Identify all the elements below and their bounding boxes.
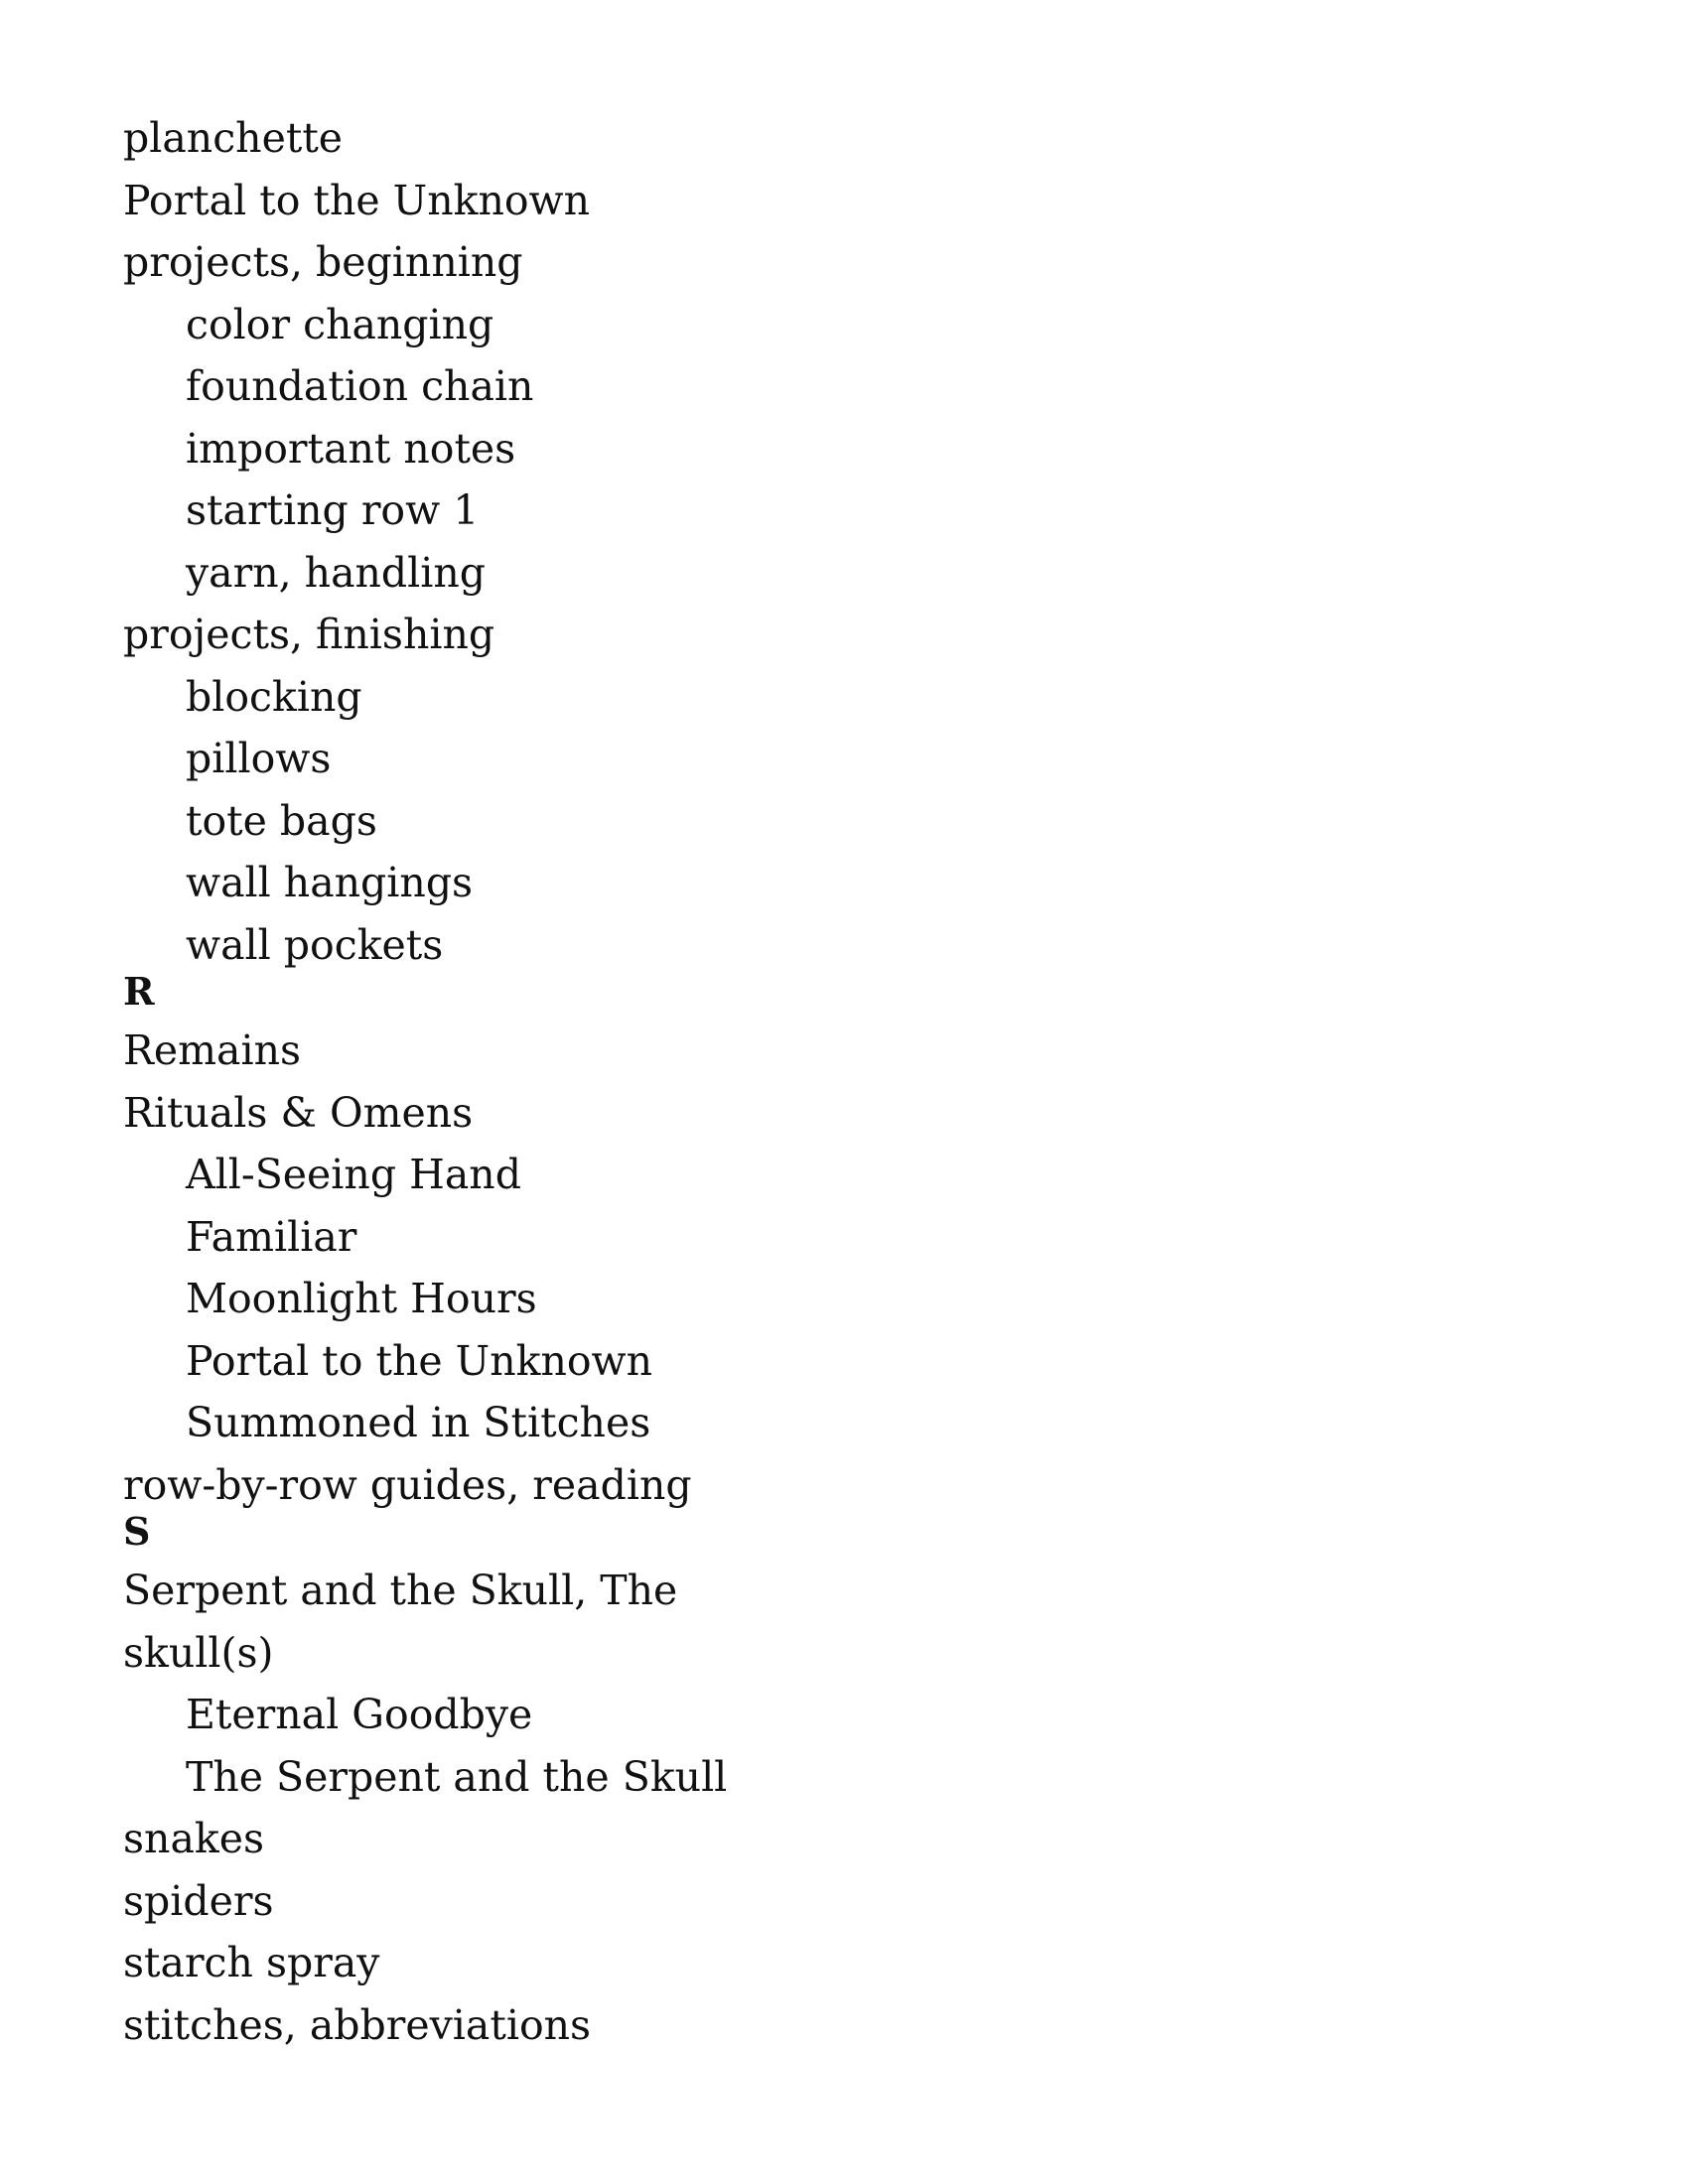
- index-subentry: Portal to the Unknown: [186, 1336, 653, 1385]
- index-subentry: Summoned in Stitches: [186, 1399, 651, 1446]
- index-entry: projects, finishing: [123, 611, 495, 658]
- index-entry: snakes: [123, 1815, 265, 1862]
- index-subentry: pillows: [186, 735, 332, 782]
- index-entry: Rituals & Omens: [123, 1088, 474, 1137]
- index-subentry: Eternal Goodbye: [186, 1691, 533, 1738]
- index-subentry: Moonlight Hours: [186, 1275, 537, 1322]
- index-entry: Serpent and the Skull, The: [123, 1567, 678, 1614]
- index-subentry: color changing: [186, 300, 494, 348]
- index-entry: projects, beginning: [123, 238, 523, 286]
- index-subentry: blocking: [186, 672, 362, 721]
- index-subentry: Familiar: [186, 1212, 357, 1261]
- index-subentry: All-Seeing Hand: [186, 1151, 521, 1198]
- index-subentry: wall pockets: [186, 920, 444, 969]
- index-entry: Remains: [123, 1026, 302, 1074]
- index-subentry: important notes: [186, 424, 516, 473]
- section-letter-r: R: [123, 969, 155, 1014]
- index-page: [123, 107, 1563, 2056]
- index-subentry: starting row 1: [186, 486, 480, 534]
- index-subentry: wall hangings: [186, 859, 474, 906]
- index-subentry: tote bags: [186, 796, 377, 845]
- index-entry: spiders: [123, 1876, 274, 1925]
- index-entry: planchette: [123, 114, 344, 162]
- index-subentry: yarn, handling: [186, 548, 487, 597]
- index-entry: skull(s): [123, 1628, 274, 1677]
- index-entry: starch spray: [123, 1939, 380, 1986]
- index-entry: row-by-row guides, reading: [123, 1460, 692, 1509]
- index-entry: stitches, abbreviations: [123, 2000, 592, 2049]
- index-subentry: The Serpent and the Skull: [186, 1752, 728, 1801]
- section-letter-s: S: [123, 1509, 151, 1554]
- index-entry: Portal to the Unknown: [123, 176, 591, 224]
- index-subentry: foundation chain: [186, 362, 534, 410]
